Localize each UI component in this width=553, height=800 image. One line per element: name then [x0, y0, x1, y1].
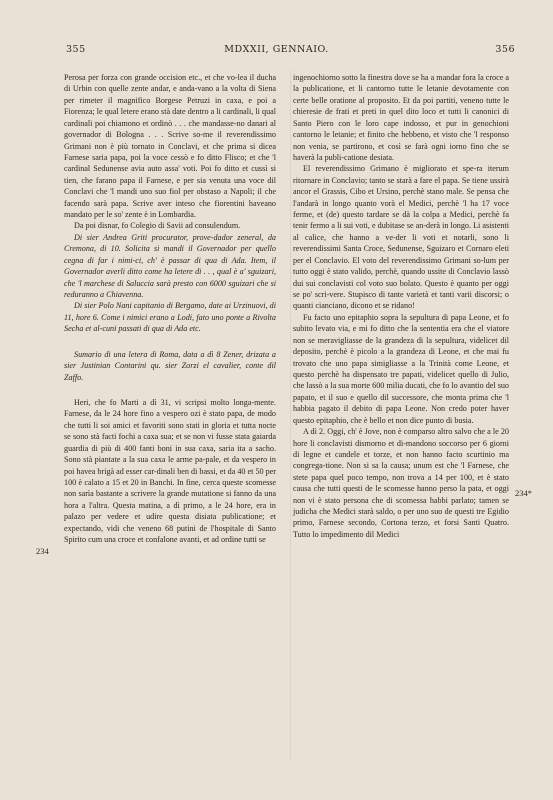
right-page-number: 356 — [495, 44, 515, 55]
margin-number-left: 234 — [36, 546, 49, 556]
paragraph: Fu facto uno epitaphio sopra la sepultura di papa Leone, et fo subito levato via, e mi fo ditto che la sententia era che el viatore non se meravigliasse de la grandeza di la sepultura, videlicet dil deposito, perchè è picolo a la grandeza di Leone, et che mai fu trovato che uno papa simigliasse a la Trinità come Leone, et questo perchè ha dispensato tre papati, videlicet quello di Julio, che lassò a la sua morte 600 milia ducati, che fo lo avantio del suo papato, et il suo e quello dil successore, che monta prima che 'l habbia pagato il debito di papa Leone. Non credo poter haver questo epitaphio, che è bello et non dice punto di busia. — [293, 312, 509, 425]
paragraph: ingenochiorno sotto la finestra dove se ha a mandar fora la croce a la publicatione, et li cantorno tutte le letanie devotamente con certe belle oratione al proposito. Et da poi partiti, veneno tutte le chieresie de frati et preti in quel dito loco et tutti li canonici di Santo Piero con le loro cape indosso, et pur in genochioni cantorno le letanie; et finito che hebbeno, et visto che 'l responso non venia, se partirono, et così se farà ogni iorno fino che se haverà la publi-catione desiata. — [293, 73, 509, 162]
paragraph: Perosa per forza con grande occision etc., et che vo-lea il ducha di Urbin con quelle zente andar, e anda-vano a la volta di Siena per rimeter il magnifico Borgese Petruzi in caxa, e poi a Fiorenza; le qual letere erano stà date dentro a li cardinali, li qual cardinali poi chiamono et ordinò . . . che mandasse-no danari al governador di Bologna . . . Scrive so-me il reverendissimo Grimani non è più tornato in Conclavi, et che prima si dicea Farnese saria papa, poi la voce cessò e fo ditto Flisco; et che 'l cardinal Sedunense avia auto assa' voti. Poi fo ditto et cussì si tien, che farano papa il Farnese, e per sia venuta una voce dil Conclavi che 'l mandi uno suo fiol per obstaso a Napoli; il che facendo sarà papa. Scrive aver inteso che fiorentini haveano mandato per le so' zente è in Lombardia. — [64, 73, 276, 220]
section-heading: Sumario di una letera di Roma, data a dì 8 Zener, drizata a sier Justinian Contarini qu. sier Zorzi el cavalier, conte dil Zaffo. — [64, 349, 276, 382]
paragraph: Di sier Andrea Griti procurator, prove-dador zeneral, da Cremona, di 10. Solicita si mandi il Governador per quello cegna di far i nimi-ci, ch' è passar di qua di Ada. Item, il Governador averli ditto come ha letere di . . , qual è a' sguizari, che 'l marchese di Saluccia sarà presto con 6000 sguizari che si reduranno a Chiavenna. — [64, 232, 276, 300]
running-title: MDXXII, GENNAIO. — [224, 44, 329, 55]
margin-number-right: 234* — [515, 488, 532, 498]
paragraph: Di sier Polo Nani capitanio di Bergamo, date ai Urzinuovi, di 11, hore 6. Come i nimici erano a Lodi, fato uno ponte a Rivolta Secha et al-cuni passati di qua di Ada etc. — [64, 301, 276, 334]
running-header — [0, 44, 553, 58]
left-column — [64, 72, 276, 545]
column-divider — [290, 70, 291, 760]
paragraph: El reverendissimo Grimano è migliorato et spe-ra iterum ritornare in Conclavio; tanto se starà a fare el papa. Se tiene ussirà ancor el Grassis, Cibo et Ursino, perchè stano male. Se pensa che l'andarà in longo quanto vorà el Medici, perchè 'l ha 17 voce ferme, et (de) questo tardare se dà la colpa a Medici, perchè fa tenir fermo a li sui voti, e dubitase se an-derà in longo. Li asistenti al calice, che hanno a ve-der li voti et notarli, sono li reverendissimi Santa Croce, Sedunense, Sguizaro et Cornaro eleti per el Conclavio. El voto del reverendissimo Grimani so-lum per tutto oggi è stato valido, perchè, quando ussite di Conclavio lassò dui sui conclavisti col voto suo bolato. Questo è quanto per oggi se po' scri-vere. Stupisco di tante varietà et tanti varii discorsi; o quanti cianciano, dicono et se ridano! — [293, 164, 509, 311]
left-page-number: 355 — [66, 44, 86, 55]
paragraph: Heri, che fo Marti a dì 31, vi scripsi molto longa-mente. Farnese, da le 24 hore fino a vespero ozi è stato papa, de modo che tutti li soi amici et favoriti sono stati in gloria et tutta nocte se sono stà facti fochi a caxa sua; et se non vi fusse stata gaiarda guardia di più di 400 fanti boni in sua caxa, saria ita a sacho. Sono stà piantate a la sua caxa le arme pa-pale, et da vespero in poi havea brigà ad esser car-dinali ben di bassi, et da 40 et 50 per 100 è calato a 15 et 20 in Banchi. In fine, cerca queste scomesse non sarìa bastante a scrivere la grande mutatione si fanno da una hora a l'altra. Questa matina, a dì primo, a le 24 hore, era in palazo per vedere et udire questa disiata publicatione; et expectando, vidi che veneno 68 putini de l'hospitale di Santo Spirito cum una croce et confalone avanti, et ad ordine tutti se — [64, 397, 276, 545]
paragraph: Da poi disnar, fo Colegio di Savii ad consulendum. — [74, 221, 241, 231]
right-column — [293, 72, 509, 540]
paragraph: A dì 2. Oggi, ch' è Jove, non è comparso altro salvo che a le 20 hore li conclavisti dismorno et di-mandono soccorso per 6 giorni di legne et candele et torze, et non hanno facto scurtinio ma congrega-tione. Non si sa la causa; unum est che 'l Farnese, che stete papa quel poco tempo, non trova a 14 per 100, et è stato causa che tutti questi de le scomesse hanno perso la pata, et oggi non vi è stato persona che di scomessa habbi parlato; tamen se judicha che Medici starà saldo, o per uno suo de questi tre Egidio primo, Farnese secondo, Cortona terzo, et forsi Santi Quatro. Tutto lo impedimento dil Medici — [293, 427, 509, 539]
